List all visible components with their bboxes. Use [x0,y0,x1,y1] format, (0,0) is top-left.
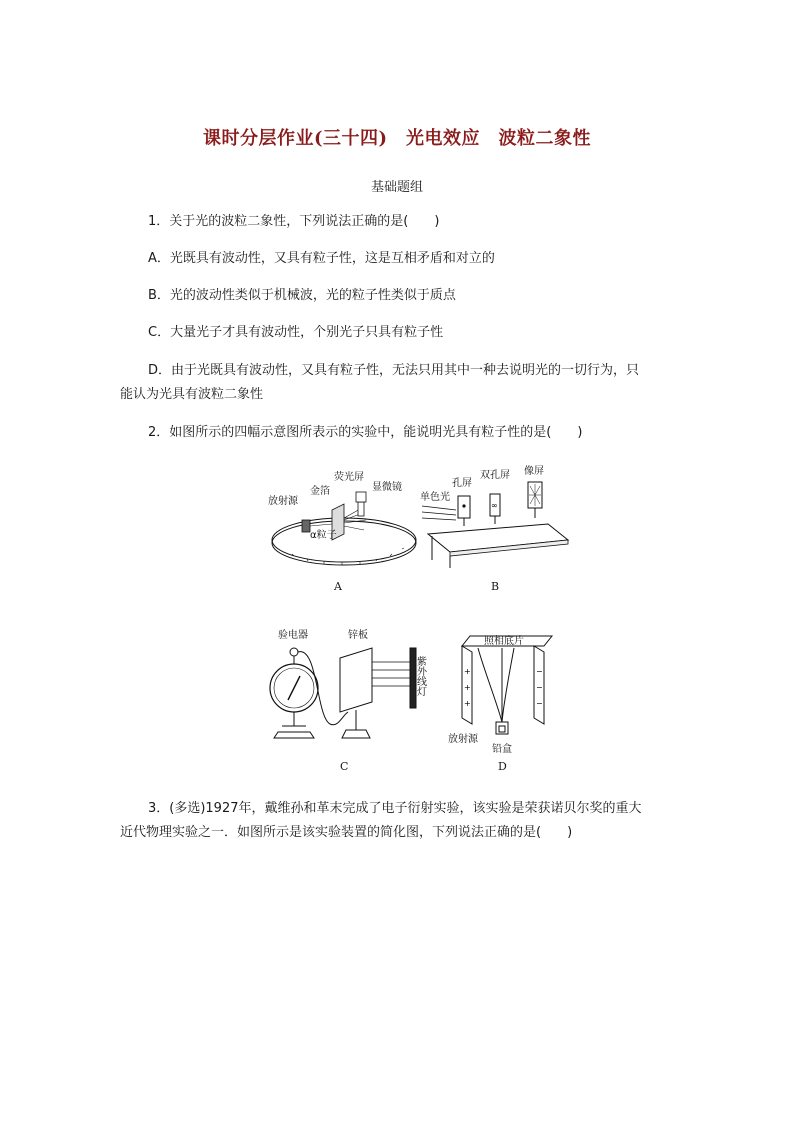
figure-b-label-hole: 孔屏 [452,478,472,489]
question-1-option-c: C．大量光子才具有波动性，个别光子只具有粒子性 [148,325,444,340]
svg-text:+: + [464,683,471,692]
question-1-option-d: D．由于光既具有波动性，又具有粒子性，无法只用其中一种去说明光的一切行为，只 [148,363,640,378]
page-title: 课时分层作业(三十四) 光电效应 波粒二象性 [202,128,592,149]
figure-c-caption: C [340,760,349,773]
section-title: 基础题组 [370,180,423,195]
figure-a-caption: A [334,580,342,593]
figure-b-label-double: 双孔屏 [480,470,510,481]
figure-a-label-alpha: α粒子 [310,530,337,541]
question-3-line-2: 近代物理实验之一．如图所示是该实验装置的简化图，下列说法正确的是( ) [120,825,573,840]
figure-a-label-microscope: 显微镜 [372,482,402,493]
figure-a-label-screen: 荧光屏 [334,472,364,483]
question-1-option-b: B．光的波动性类似于机械波，光的粒子性类似于质点 [148,288,456,303]
figure-b-double-hole [420,460,570,570]
figure-b-label-light: 单色光 [420,492,450,503]
figure-d-caption: D [498,760,507,773]
svg-text:∞: ∞ [491,501,498,510]
figure-b-caption: B [491,580,500,593]
svg-text:+: + [464,667,471,676]
figure-c-label-lamp: 紫外线灯 [414,656,426,696]
figure-d-label-film: 照相底片 [484,636,524,647]
figure-a-label-source: 放射源 [268,496,298,507]
question-1-option-d-cont: 能认为光具有波粒二象性 [120,387,264,402]
figure-c-label-electroscope: 验电器 [278,630,308,641]
figure-c-photoelectric [268,626,438,750]
svg-text:+: + [464,699,471,708]
question-3-line-1: 3．(多选)1927年，戴维孙和革末完成了电子衍射实验，该实验是荣获诺贝尔奖的重大 [148,801,642,816]
svg-text:−: − [536,699,543,708]
svg-text:−: − [536,683,543,692]
figure-d-label-source: 放射源 [448,734,478,745]
figure-a-alpha-scattering [262,468,422,568]
figure-d-radiation [448,630,558,754]
figure-a-label-foil: 金箔 [310,486,330,497]
figure-b-label-image: 像屏 [524,466,544,477]
figure-c-label-zinc: 锌板 [348,630,368,641]
figure-d-label-box: 铅盒 [492,744,512,754]
question-1-option-a: A．光既具有波动性，又具有粒子性，这是互相矛盾和对立的 [148,251,495,266]
svg-text:−: − [536,667,543,676]
question-2-stem: 2．如图所示的四幅示意图所表示的实验中，能说明光具有粒子性的是( ) [148,425,583,440]
question-1-stem: 1．关于光的波粒二象性，下列说法正确的是( ) [148,214,440,229]
